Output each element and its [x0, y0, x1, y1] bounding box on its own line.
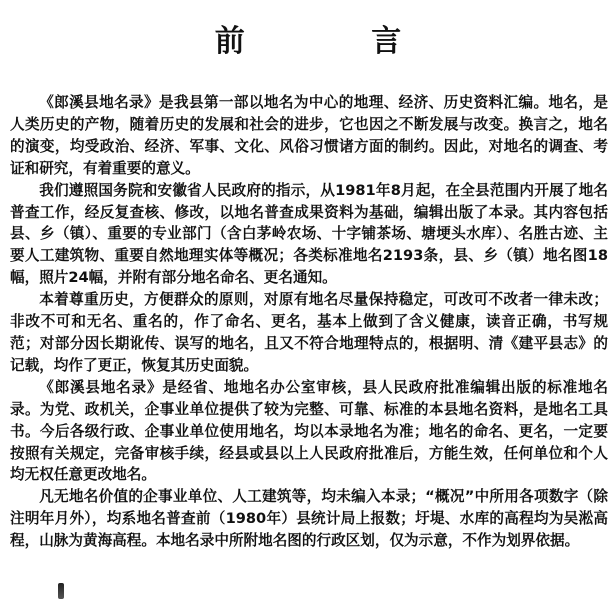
paragraph-intro: 《郎溪县地名录》是我县第一部以地名为中心的地理、经济、历史资料汇编。地名，是人类历史的产物，随着历史的发展和社会的进步，它也因之不断发展与改变。换言之，地名的演变，均受政治、经济、军事、文化、风俗习惯诸方面的制约。因此，对地名的调查、考证和研究，有着重要的意义。 [10, 94, 608, 177]
paragraph-principles: 本着尊重历史，方便群众的原则，对原有地名尽量保持稳定，可改可不改者一律未改；非改不可和无名、重名的，作了命名、更名，基本上做到了含义健康，读音正确，书写规范；对部分因长期讹传、误写的地名，且又不符合地理特点的，根据明、清《建平县志》的记载，均作了更正，恢复其历史面貌。 [10, 291, 608, 374]
paragraph-survey: 我们遵照国务院和安徽省人民政府的指示，从1981年8月起，在全县范围内开展了地名普查工作，经反复查核、修改，以地名普查成果资料为基础，编辑出版了本录。其内容包括县、乡（镇）、重要的专业部门（含白茅岭农场、十字铺茶场、塘埂头水库）、名胜古迹、主要人工建筑物、重要自然地理实体等概况；各类标准地名2193条，县、乡（镇）地名图18幅，照片24幅，并附有部分地名命名、更名通知。 [10, 181, 608, 287]
page-title: 前 言 [214, 24, 460, 60]
paragraph-authority: 《郎溪县地名录》是经省、地地名办公室审核，县人民政府批准编辑出版的标准地名录。为党、政机关，企事业单位提供了较为完整、可靠、标准的本县地名资料，是地名工具书。今后各级行政、企事业单位使用地名，均以本录地名为准；地名的命名、更名，一定要按照有关规定，完备审核手续，经县或县以上人民政府批准后，方能生效，任何单位和个人均无权任意更改地名。 [10, 378, 608, 484]
document-body [10, 92, 608, 552]
scan-mark [58, 583, 64, 599]
paragraph-notes: 凡无地名价值的企事业单位、人工建筑等，均未编入本录；“概况”中所用各项数字（除注明年月外），均系地名普查前（1980年）县统计局上报数；圩堤、水库的高程均为吴淞高程，山脉为黄海高程。本地名录中所附地名图的行政区划，仅为示意，不作为划界依据。 [10, 488, 608, 550]
